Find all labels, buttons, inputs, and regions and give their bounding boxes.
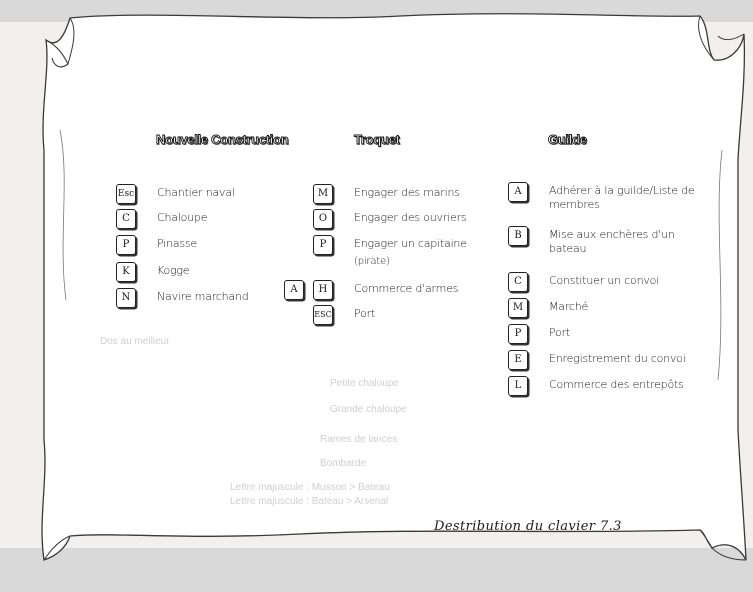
key-l[interactable]: L bbox=[508, 376, 528, 396]
guilde-item-label: Marché bbox=[549, 300, 589, 313]
troquet-item-label: Engager un capitaine bbox=[354, 237, 467, 250]
construction-item-label: Kogge bbox=[157, 264, 190, 277]
key-c[interactable]: C bbox=[116, 209, 136, 229]
troquet-item-label: Commerce d'armes bbox=[354, 282, 459, 295]
key-k[interactable]: K bbox=[116, 262, 136, 282]
key-p[interactable]: P bbox=[508, 324, 528, 344]
show-through-text: Dos au meilleur bbox=[100, 336, 170, 347]
page-footer-caption: Destribution du clavier 7.3 bbox=[434, 519, 622, 534]
heading-guilde: Guilde bbox=[548, 132, 587, 147]
show-through-text: Bombarde bbox=[320, 458, 367, 469]
construction-item-label: Chantier naval bbox=[157, 186, 235, 199]
key-m[interactable]: M bbox=[313, 184, 333, 204]
show-through-text: Lettre majuscule : Musson > Bateau bbox=[230, 482, 390, 493]
key-m[interactable]: M bbox=[508, 298, 528, 318]
guilde-item-label: Constituer un convoi bbox=[549, 274, 660, 287]
construction-item-label: Pinasse bbox=[157, 237, 197, 250]
guilde-item-label: Adhérer à la guilde/Liste de membres bbox=[549, 184, 695, 211]
key-o[interactable]: O bbox=[313, 209, 333, 229]
guilde-item-label: Mise aux enchères d'un bateau bbox=[549, 228, 675, 255]
key-esc[interactable]: ESC bbox=[313, 305, 333, 325]
show-through-text: Rames de lances bbox=[320, 434, 398, 445]
key-e[interactable]: E bbox=[508, 350, 528, 370]
show-through-text: Petite chaloupe bbox=[330, 378, 399, 389]
key-esc[interactable]: Esc bbox=[116, 184, 136, 204]
key-c[interactable]: C bbox=[508, 272, 528, 292]
key-b[interactable]: B bbox=[508, 226, 528, 246]
construction-item-label: Chaloupe bbox=[157, 211, 208, 224]
heading-nouvelle-construction: Nouvelle Construction bbox=[156, 132, 289, 147]
troquet-item-label: Port bbox=[354, 307, 376, 320]
key-a[interactable]: A bbox=[508, 182, 528, 202]
troquet-item-label: Engager des marins bbox=[354, 186, 460, 199]
show-through-text: Grande chaloupe bbox=[330, 404, 407, 415]
key-a[interactable]: A bbox=[284, 280, 304, 300]
construction-item-label: Navire marchand bbox=[157, 290, 249, 303]
key-h[interactable]: H bbox=[313, 280, 333, 300]
key-p[interactable]: P bbox=[313, 235, 333, 255]
troquet-item-sublabel: (pirate) bbox=[354, 256, 390, 267]
heading-troquet: Troquet bbox=[354, 132, 400, 147]
key-n[interactable]: N bbox=[116, 288, 136, 308]
troquet-item-label: Engager des ouvriers bbox=[354, 211, 467, 224]
guilde-item-label: Port bbox=[549, 326, 571, 339]
key-p[interactable]: P bbox=[116, 235, 136, 255]
guilde-item-label: Enregistrement du convoi bbox=[549, 352, 686, 365]
show-through-text: Lettre majuscule : Bateau > Arsenal bbox=[230, 496, 389, 507]
guilde-item-label: Commerce des entrepôts bbox=[549, 378, 684, 391]
